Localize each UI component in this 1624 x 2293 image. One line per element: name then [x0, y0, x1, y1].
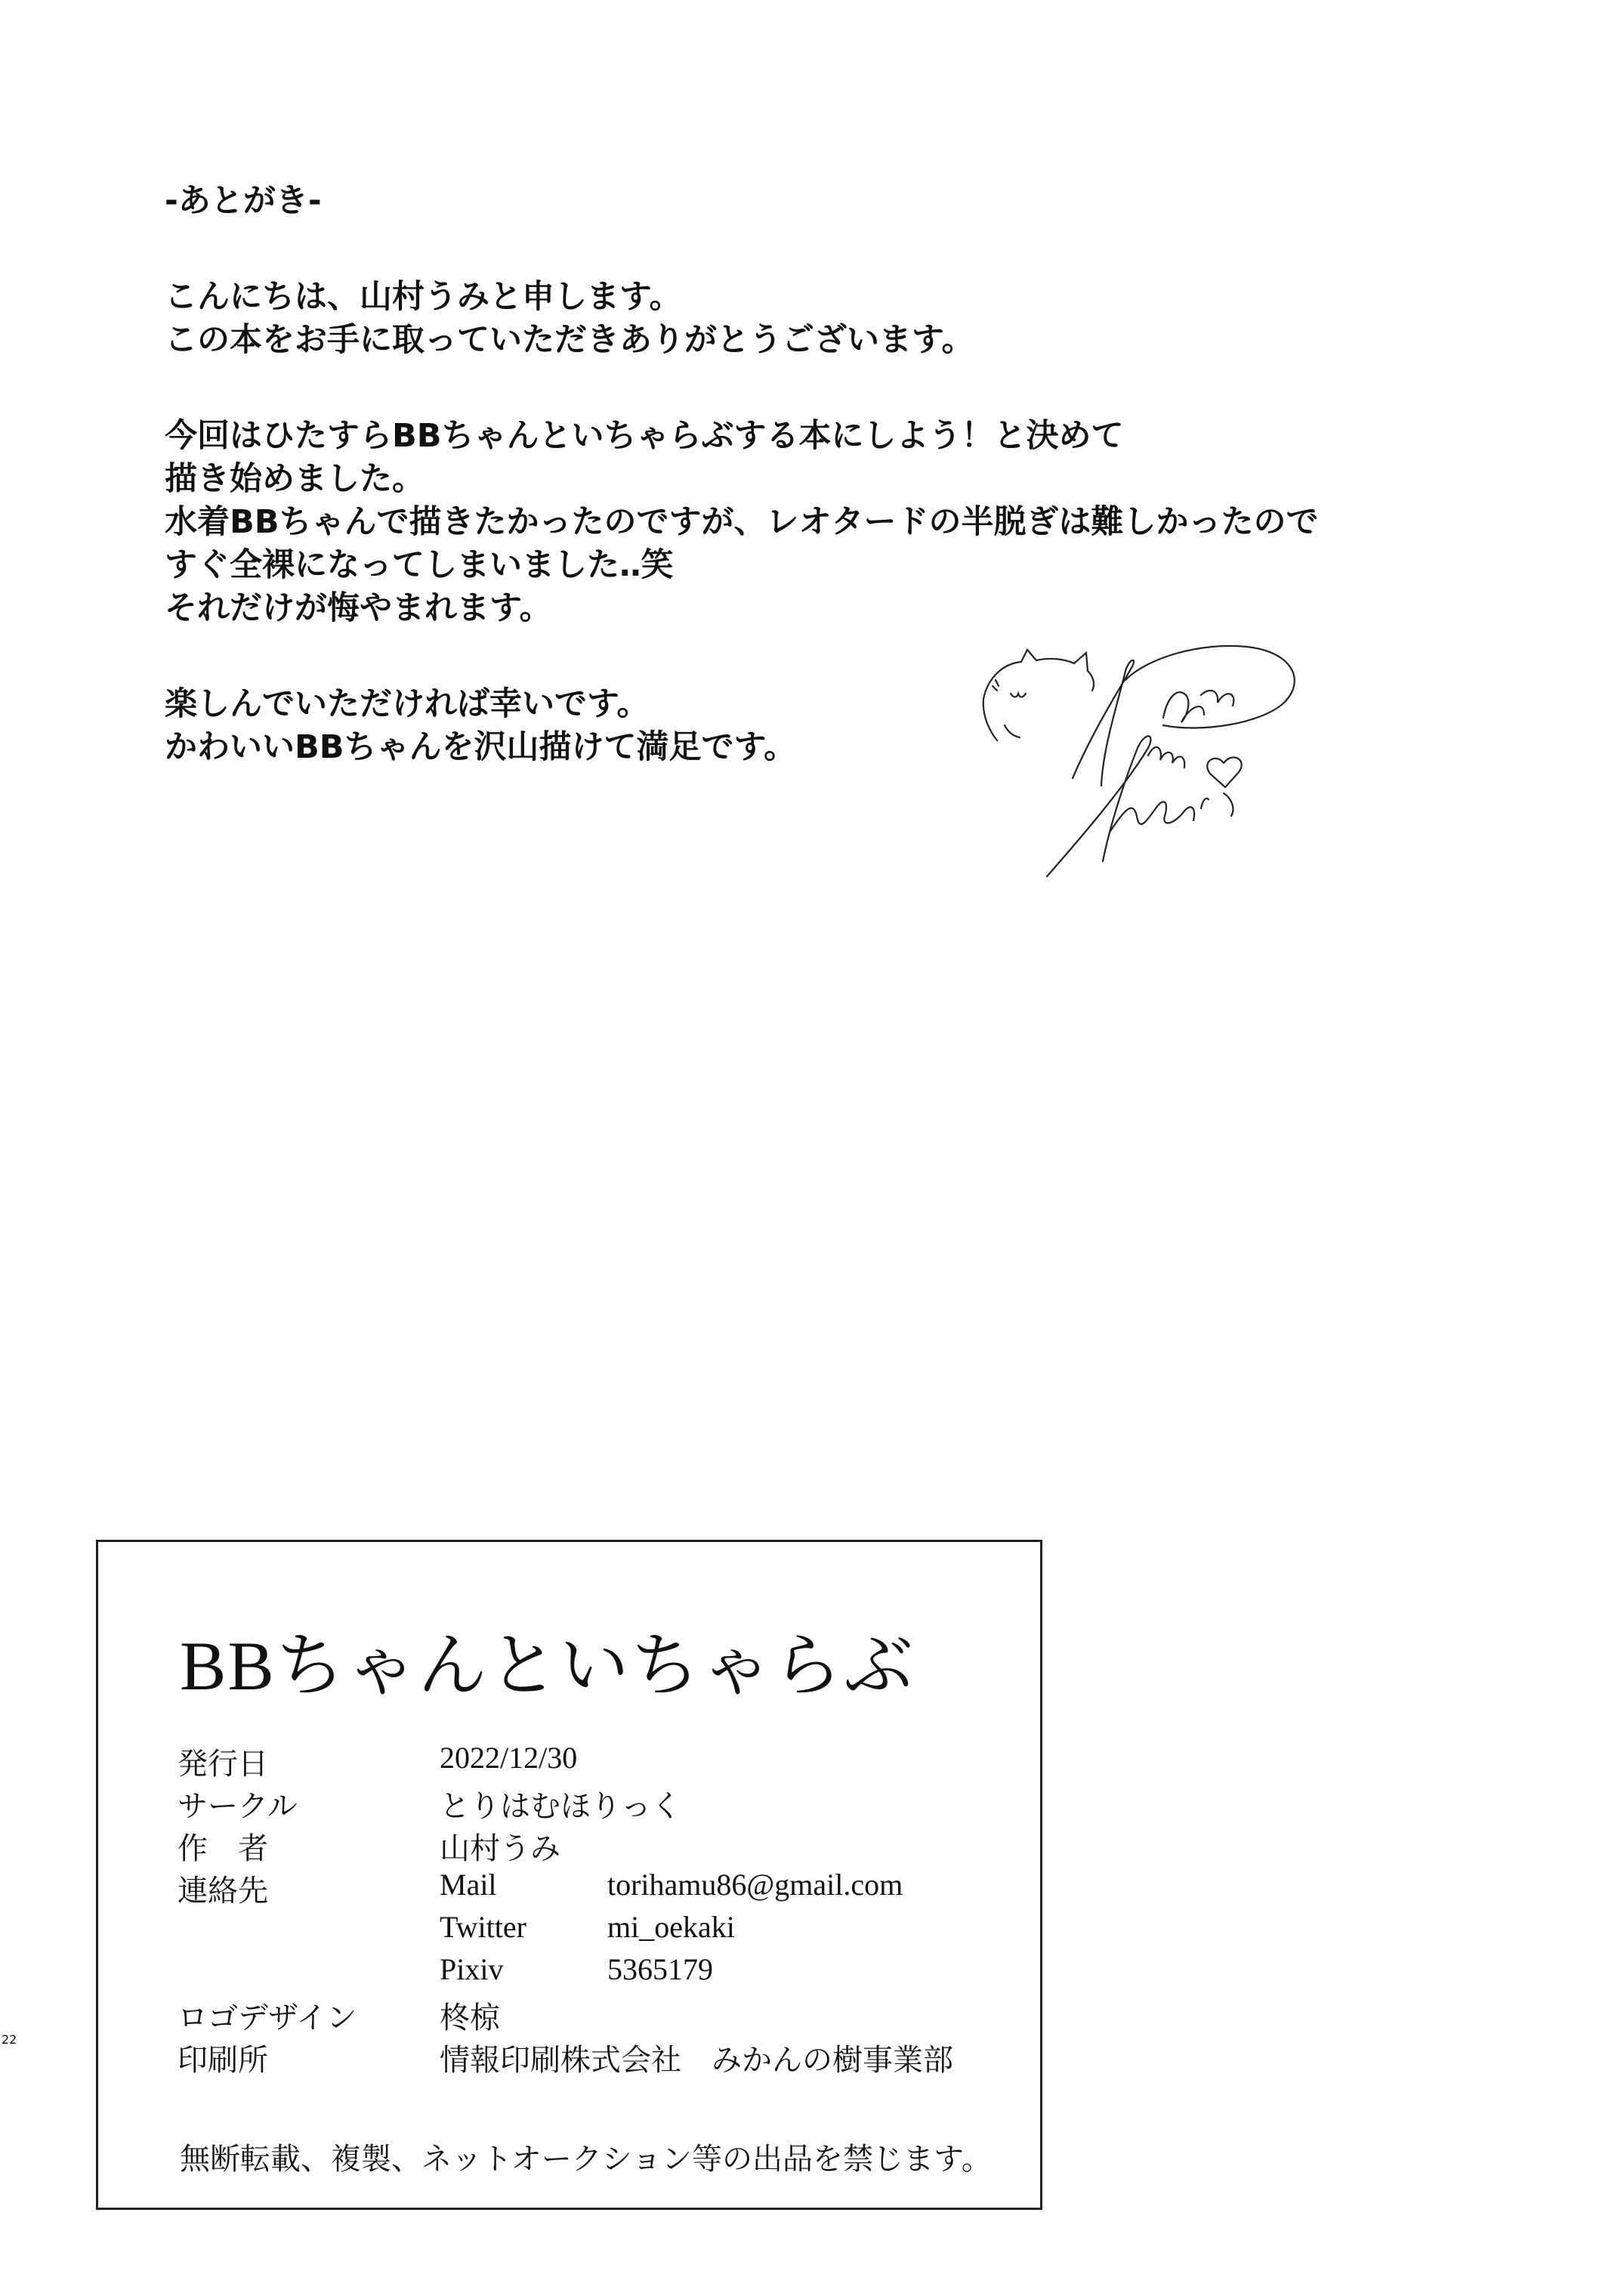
contact-value: mi_oekaki [607, 1910, 735, 1944]
afterword-line: それだけが悔やまれます。 [165, 589, 552, 627]
afterword-line: 水着BBちゃんで描きたかったのですが、レオタードの半脱ぎは難しかったので [165, 503, 1319, 541]
row-value: とりはむほりっく [440, 1789, 681, 1823]
afterword-line: 描き始めました。 [165, 460, 425, 498]
signature-flourish [1047, 646, 1295, 876]
cat-doodle-icon [983, 650, 1094, 740]
afterword-line: かわいいBBちゃんを沢山描けて満足です。 [165, 728, 797, 766]
afterword-line: 楽しんでいただければ幸いです。 [165, 685, 650, 723]
afterword-line: 今回はひたすらBBちゃんといちゃらぶする本にしよう！と決めて [165, 417, 1124, 455]
row-value: 情報印刷株式会社 みかんの樹事業部 [440, 2043, 953, 2077]
row-value: 柊椋 [440, 2001, 500, 2035]
contact-value: torihamu86@gmail.com [607, 1868, 903, 1902]
row-label: サークル [178, 1789, 298, 1823]
row-value: 山村うみ [440, 1831, 560, 1865]
contact-service: Twitter [440, 1910, 526, 1944]
row-value: 2022/12/30 [440, 1741, 578, 1775]
row-label: ロゴデザイン [178, 2001, 357, 2035]
afterword-heading: -あとがき- [165, 182, 322, 220]
page-number: 22 [2, 2032, 17, 2047]
copyright-notice: 無断転載、複製、ネットオークション等の出品を禁じます。 [180, 2142, 992, 2177]
row-label: 作 者 [178, 1831, 268, 1865]
afterword-line: すぐ全裸になってしまいました‥笑 [165, 546, 674, 584]
author-signature [974, 625, 1406, 892]
contact-value: 5365179 [607, 1952, 713, 1986]
signature-text: Yamamura Umi [1329, 625, 1406, 638]
book-title: BBちゃんといちゃらぶ [180, 1627, 915, 1704]
row-label: 印刷所 [178, 2043, 268, 2077]
afterword-line: こんにちは、山村うみと申します。 [165, 278, 682, 316]
row-label: 連絡先 [178, 1874, 268, 1908]
contact-service: Mail [440, 1868, 497, 1902]
afterword-line: この本をお手に取っていただきありがとうございます。 [165, 321, 974, 359]
colophon [96, 1540, 1042, 2210]
heart-icon [1207, 757, 1241, 787]
contact-service: Pixiv [440, 1952, 504, 1986]
row-label: 発行日 [178, 1747, 268, 1781]
